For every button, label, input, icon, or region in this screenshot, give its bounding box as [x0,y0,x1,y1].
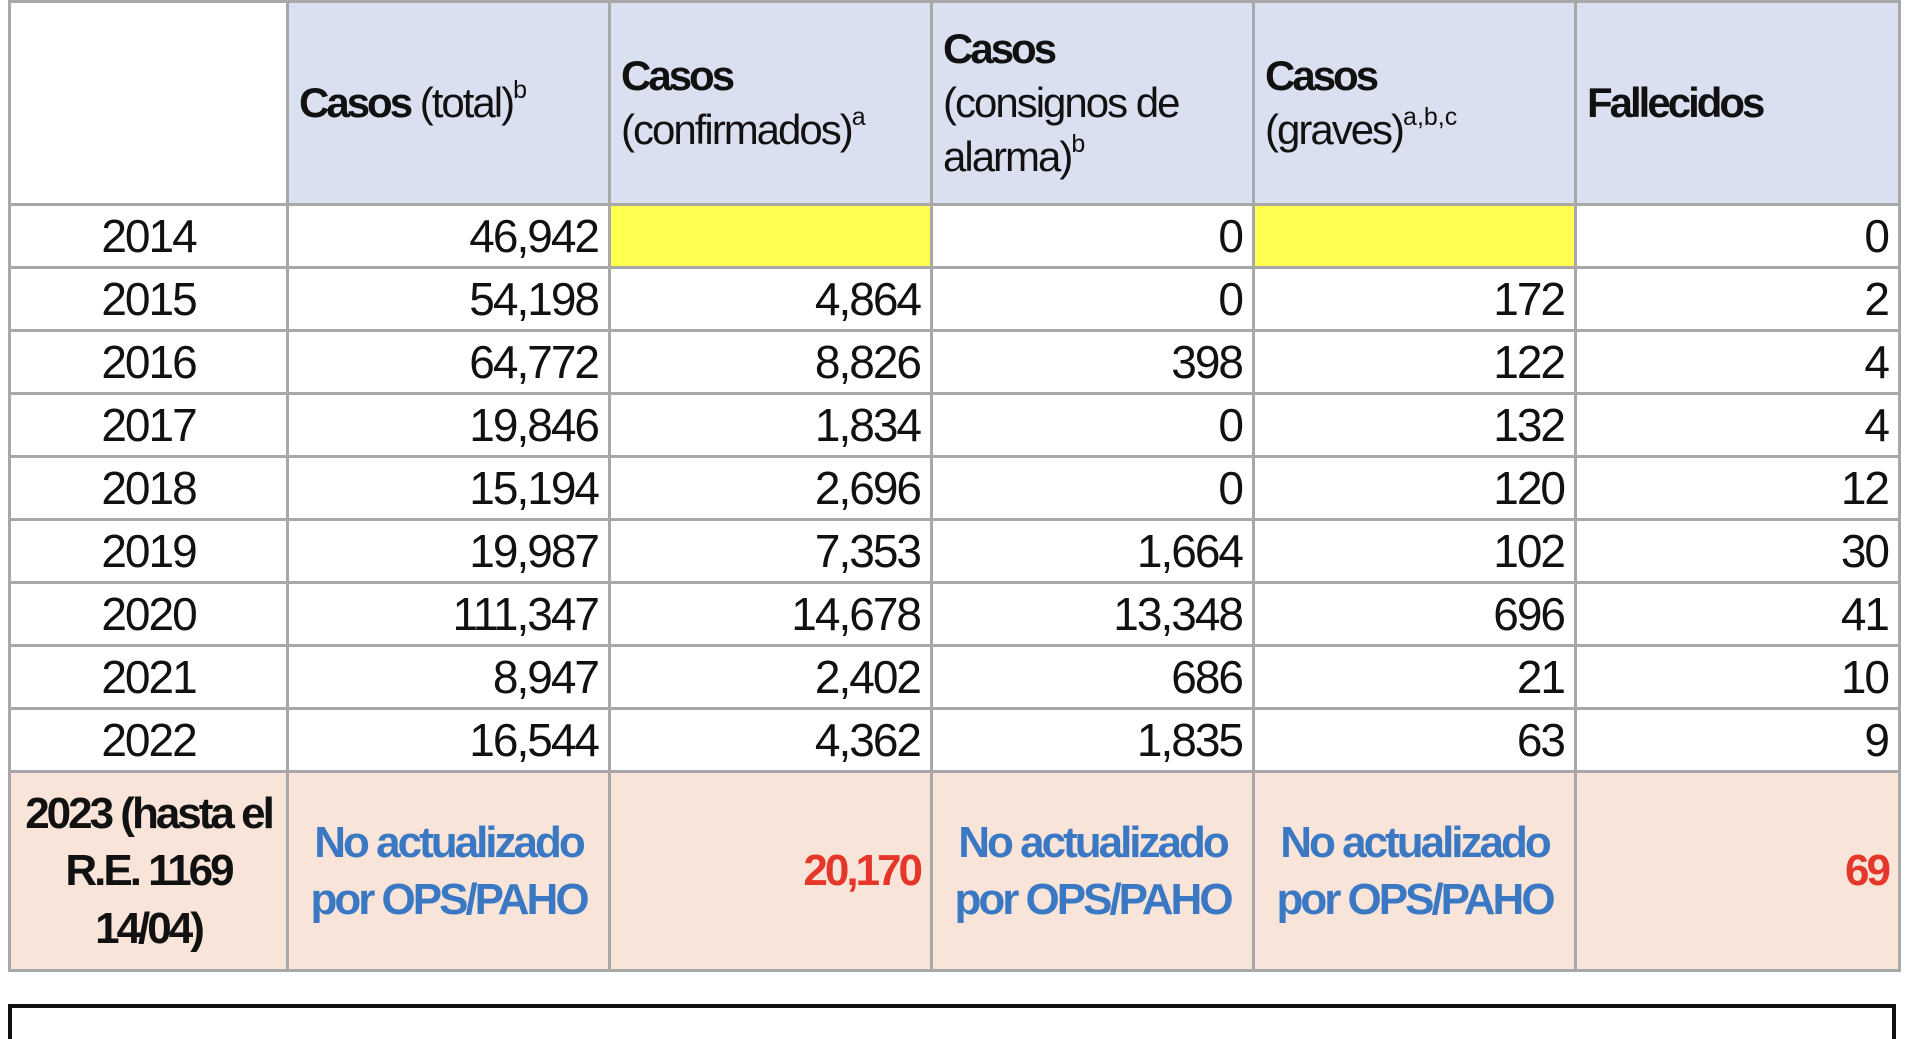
cell-graves: 21 [1254,646,1576,709]
header-graves: Casos (graves)$^{a,b,c}$ [1254,2,1576,205]
cell-confirmados: 7,353 [610,520,932,583]
header-confirmados: Casos (confirmados)$^a$ [610,2,932,205]
cell-fallecidos: 9 [1576,709,1900,772]
year-cell: 2022 [10,709,288,772]
cell-fallecidos: 12 [1576,457,1900,520]
cell-alarma: 686 [932,646,1254,709]
cell-graves-note: No actualizado por OPS/PAHO [1254,772,1576,971]
table-row [10,457,1900,520]
cell-confirmados [610,205,932,268]
year-cell: 2018 [10,457,288,520]
table-row [10,268,1900,331]
cell-fallecidos: 4 [1576,394,1900,457]
year-cell: 2021 [10,646,288,709]
footnote-box [8,1004,1896,1039]
table-row [10,709,1900,772]
cell-confirmados: 4,864 [610,268,932,331]
cell-total: 64,772 [288,331,610,394]
year-cell: 2020 [10,583,288,646]
cell-graves: 696 [1254,583,1576,646]
cell-confirmados-highlight: 20,170 [610,772,932,971]
cell-total: 8,947 [288,646,610,709]
header-row [10,2,1900,205]
cell-alarma: 0 [932,268,1254,331]
table-row [10,646,1900,709]
cell-confirmados: 8,826 [610,331,932,394]
cell-fallecidos: 4 [1576,331,1900,394]
data-table-container [8,0,1898,1000]
cell-confirmados: 4,362 [610,709,932,772]
cell-fallecidos-highlight: 69 [1576,772,1900,971]
cell-graves: 63 [1254,709,1576,772]
year-cell: 2019 [10,520,288,583]
cell-fallecidos: 0 [1576,205,1900,268]
cell-confirmados: 2,402 [610,646,932,709]
corner-cell [10,2,288,205]
cell-graves [1254,205,1576,268]
cell-fallecidos: 30 [1576,520,1900,583]
cell-fallecidos: 41 [1576,583,1900,646]
year-cell: 2015 [10,268,288,331]
cell-alarma: 13,348 [932,583,1254,646]
cell-total: 15,194 [288,457,610,520]
cell-total: 111,347 [288,583,610,646]
table-row [10,394,1900,457]
cell-graves: 120 [1254,457,1576,520]
cell-alarma: 0 [932,394,1254,457]
cell-confirmados: 14,678 [610,583,932,646]
cell-alarma: 398 [932,331,1254,394]
cell-confirmados: 1,834 [610,394,932,457]
data-table [8,0,1901,972]
cell-total: 46,942 [288,205,610,268]
cell-graves: 172 [1254,268,1576,331]
year-cell: 2016 [10,331,288,394]
cell-fallecidos: 2 [1576,268,1900,331]
cell-alarma: 0 [932,457,1254,520]
header-fallecidos: Fallecidos [1576,2,1900,205]
cell-alarma-note: No actualizado por OPS/PAHO [932,772,1254,971]
header-total: Casos (total)$^b$ [288,2,610,205]
cell-alarma: 1,664 [932,520,1254,583]
cell-total-note: No actualizado por OPS/PAHO [288,772,610,971]
cell-confirmados: 2,696 [610,457,932,520]
table-row [10,205,1900,268]
year-cell: 2014 [10,205,288,268]
cell-graves: 132 [1254,394,1576,457]
cell-total: 19,846 [288,394,610,457]
cell-fallecidos: 10 [1576,646,1900,709]
year-cell: 2023 (hasta el R.E. 1169 14/04) [10,772,288,971]
cell-total: 19,987 [288,520,610,583]
cell-alarma: 1,835 [932,709,1254,772]
cell-graves: 122 [1254,331,1576,394]
table-row [10,331,1900,394]
year-cell: 2017 [10,394,288,457]
header-alarma: Casos (consignos de alarma)$^b$ [932,2,1254,205]
cell-graves: 102 [1254,520,1576,583]
cell-total: 16,544 [288,709,610,772]
table-row-2023 [10,772,1900,971]
table-row [10,520,1900,583]
table-row [10,583,1900,646]
cell-total: 54,198 [288,268,610,331]
cell-alarma: 0 [932,205,1254,268]
